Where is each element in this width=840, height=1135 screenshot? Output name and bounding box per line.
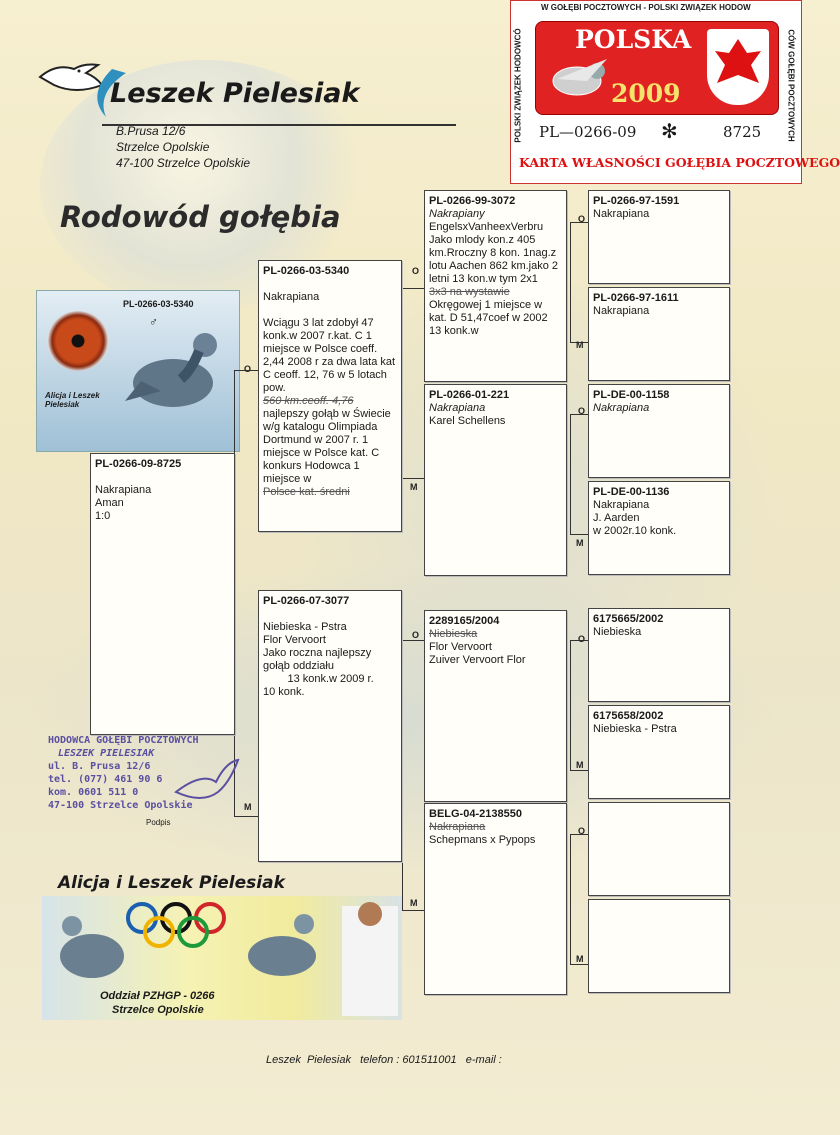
fm-line: Karel Schellens bbox=[429, 415, 506, 427]
pedigree-subject bbox=[90, 453, 235, 735]
father-line bbox=[263, 304, 397, 317]
ring-number: PL-0266-97-1591 bbox=[593, 195, 680, 207]
ring-number: PL-0266-09-8725 bbox=[95, 458, 182, 470]
page-title: Rodowód gołębia bbox=[60, 200, 341, 234]
banner-line-1: Oddział PZHGP - 0266 bbox=[100, 990, 215, 1002]
ff-line: Nakrapiany bbox=[429, 208, 485, 220]
stamp-line: ul. B. Prusa 12/6 bbox=[48, 761, 151, 772]
ff-line: EngelsxVanheexVerbru bbox=[429, 221, 544, 233]
pedigree-fff bbox=[588, 190, 730, 284]
ff-line: 3x3 na wystawie bbox=[429, 286, 510, 298]
marker-o: O bbox=[578, 214, 586, 224]
pedigree-fm bbox=[424, 384, 567, 576]
pedigree-mother bbox=[258, 590, 402, 862]
mf-line: Flor Vervoort bbox=[429, 641, 492, 653]
marker-o: O bbox=[412, 266, 420, 276]
stamp-line: tel. (077) 461 90 6 bbox=[48, 774, 163, 785]
subject-line: Aman bbox=[95, 497, 124, 509]
club-banner bbox=[42, 896, 402, 1020]
fmm-line: w 2002r.10 konk. bbox=[593, 525, 677, 537]
marker-m: M bbox=[576, 538, 584, 548]
breeder-name: Leszek Pielesiak bbox=[110, 78, 360, 109]
ff-line: Jako mlody kon.z 405 km.Rroczny 8 kon. 1nag.z lotu Aachen 862 km.jako 2 letni 13 kon.w tym 2x1 bbox=[429, 234, 559, 285]
connector bbox=[570, 414, 571, 534]
subject-line: Nakrapiana bbox=[95, 484, 152, 496]
banner-art bbox=[42, 896, 402, 1020]
father-line: 560 km.ceoff. 4,76 bbox=[263, 395, 354, 407]
mf-line: Niebieska bbox=[429, 628, 478, 640]
stamp-dove-icon bbox=[172, 752, 242, 812]
stamp-sign-label: Podpis bbox=[146, 818, 171, 827]
ffm-line: Nakrapiana bbox=[593, 305, 650, 317]
connector bbox=[234, 816, 258, 817]
pedigree-mm bbox=[424, 803, 567, 995]
connector bbox=[570, 770, 588, 771]
pedigree-mfm bbox=[588, 705, 730, 799]
father-line: Polsce kat. średni bbox=[263, 486, 350, 498]
fmm-line: J. Aarden bbox=[593, 512, 640, 524]
card-number: 8725 bbox=[723, 123, 762, 141]
eagle-icon bbox=[707, 29, 769, 105]
card-bottom-text: KARTA WŁASNOŚCI GOŁĘBIA POCZTOWEGO bbox=[519, 155, 840, 170]
marker-o: O bbox=[244, 364, 252, 374]
card-right-text: CÓW GOŁĘBI POCZTOWYCH bbox=[786, 29, 796, 142]
ring-number: PL-0266-01-221 bbox=[429, 389, 510, 401]
pigeon-icon bbox=[547, 51, 617, 103]
card-year: 2009 bbox=[611, 79, 681, 108]
card-star-icon: ✻ bbox=[661, 121, 678, 143]
mm-line: Schepmans x Pypops bbox=[429, 834, 536, 846]
stamp-line: 47-100 Strzelce Opolskie bbox=[48, 800, 193, 811]
fff-line: Nakrapiana bbox=[593, 208, 650, 220]
mother-line: Flor Vervoort bbox=[263, 634, 326, 646]
mfm-line: Niebieska - Pstra bbox=[593, 723, 677, 735]
connector bbox=[570, 534, 588, 535]
connector bbox=[570, 222, 571, 342]
card-pigeon bbox=[547, 51, 617, 103]
stamp-line: HODOWCA GOŁĘBI POCZTOWYCH bbox=[48, 735, 199, 746]
subject-line: 1:0 bbox=[95, 510, 111, 522]
connector bbox=[570, 640, 571, 770]
ring-number: 6175665/2002 bbox=[593, 613, 664, 625]
ring-number: BELG-04-2138550 bbox=[429, 808, 522, 820]
father-line: Wciągu 3 lat zdobył 47 konk.w 2007 r.kat. C 1 miejsce w Polsce coeff. 2,44 2008 r za dwa lata kat C ceoff. 12, 76 w 5 lotach pow. bbox=[263, 317, 396, 394]
photo-pigeon bbox=[121, 321, 231, 416]
breeder-address-2: Strzelce Opolskie bbox=[116, 140, 210, 154]
marker-o: O bbox=[578, 634, 586, 644]
banner-title: Alicja i Leszek Pielesiak bbox=[58, 873, 285, 893]
mother-line: Niebieska - Pstra bbox=[263, 621, 347, 633]
marker-m: M bbox=[576, 954, 584, 964]
mother-line: Jako roczna najlepszy gołąb oddziału bbox=[263, 647, 372, 672]
connector bbox=[402, 288, 403, 478]
connector bbox=[402, 478, 424, 479]
breeder-address-3: 47-100 Strzelce Opolskie bbox=[116, 156, 251, 170]
father-line: najlepszy gołąb w Świecie w/g katalogu Olimpiada Dortmund w 2007 r. 1 miejsce w Polsce kat. C konkurs Hodowca 1 miejsce w bbox=[263, 408, 391, 485]
fm-line: Nakrapiana bbox=[429, 402, 486, 414]
marker-o: O bbox=[412, 630, 420, 640]
mother-line: 13 konk.w 2009 r. bbox=[263, 673, 374, 685]
ring-number: 6175658/2002 bbox=[593, 710, 664, 722]
photo-sex-icon: ♂ bbox=[149, 315, 158, 329]
pedigree-mmf bbox=[588, 802, 730, 896]
stamp-line: kom. 0601 511 0 bbox=[48, 787, 139, 798]
ring-number: PL-0266-99-3072 bbox=[429, 195, 516, 207]
card-country: POLSKA bbox=[575, 25, 692, 54]
card-top-text: W GOŁĘBI POCZTOWYCH - POLSKI ZWIĄZEK HODOW bbox=[541, 3, 751, 12]
pedigree-mmm bbox=[588, 899, 730, 993]
ring-number: PL-DE-00-1136 bbox=[593, 486, 670, 498]
mother-line: 10 konk. bbox=[263, 686, 305, 698]
breeder-address-1: B.Prusa 12/6 bbox=[116, 124, 186, 138]
pedigree-fmm bbox=[588, 481, 730, 575]
pedigree-mff bbox=[588, 608, 730, 702]
pigeon-photo-card bbox=[36, 290, 240, 452]
mm-line: Nakrapiana bbox=[429, 821, 486, 833]
pigeon-icon bbox=[121, 321, 231, 416]
photo-eye bbox=[47, 311, 109, 371]
ring-number: 2289165/2004 bbox=[429, 615, 500, 627]
banner-line-2: Strzelce Opolskie bbox=[112, 1004, 204, 1016]
ring-number: PL-0266-97-1611 bbox=[593, 292, 679, 304]
photo-owners: Alicja i Leszek Pielesiak bbox=[45, 391, 100, 409]
connector bbox=[402, 640, 424, 641]
pedigree-fmf bbox=[588, 384, 730, 478]
connector bbox=[402, 640, 403, 910]
marker-m: M bbox=[410, 898, 418, 908]
connector bbox=[402, 288, 424, 289]
father-line: Nakrapiana bbox=[263, 291, 320, 303]
marker-m: M bbox=[576, 760, 584, 770]
pedigree-ff bbox=[424, 190, 567, 382]
pedigree-father bbox=[258, 260, 402, 532]
card-ring: PL—0266-09 bbox=[539, 123, 637, 141]
footer: Leszek Pielesiak telefon : 601511001 e-mail : bbox=[266, 1054, 502, 1066]
marker-m: M bbox=[244, 802, 252, 812]
marker-o: O bbox=[578, 826, 586, 836]
pedigree-ffm bbox=[588, 287, 730, 381]
ring-number: PL-DE-00-1158 bbox=[593, 389, 670, 401]
mff-line: Niebieska bbox=[593, 626, 642, 638]
connector bbox=[402, 910, 424, 911]
fmf-line: Nakrapiana bbox=[593, 402, 650, 414]
connector bbox=[570, 964, 588, 965]
fmm-line: Nakrapiana bbox=[593, 499, 650, 511]
card-left-text: POLSKI ZWIĄZEK HODOWCÓ bbox=[513, 28, 523, 143]
mf-line: Zuiver Vervoort Flor bbox=[429, 654, 526, 666]
marker-m: M bbox=[576, 340, 584, 350]
ring-number: PL-0266-03-5340 bbox=[263, 265, 350, 277]
ring-number: PL-0266-07-3077 bbox=[263, 595, 350, 607]
ownership-card bbox=[510, 0, 840, 184]
card-eagle-emblem bbox=[707, 29, 769, 105]
marker-o: O bbox=[578, 406, 586, 416]
stamp-line: LESZEK PIELESIAK bbox=[58, 748, 155, 759]
ff-line: Okręgowej 1 miejsce w kat. D 51,47coef w 2002 13 konk.w bbox=[429, 299, 548, 337]
pedigree-mf bbox=[424, 610, 567, 802]
connector bbox=[570, 834, 571, 964]
photo-ring: PL-0266-03-5340 bbox=[123, 299, 194, 309]
marker-m: M bbox=[410, 482, 418, 492]
